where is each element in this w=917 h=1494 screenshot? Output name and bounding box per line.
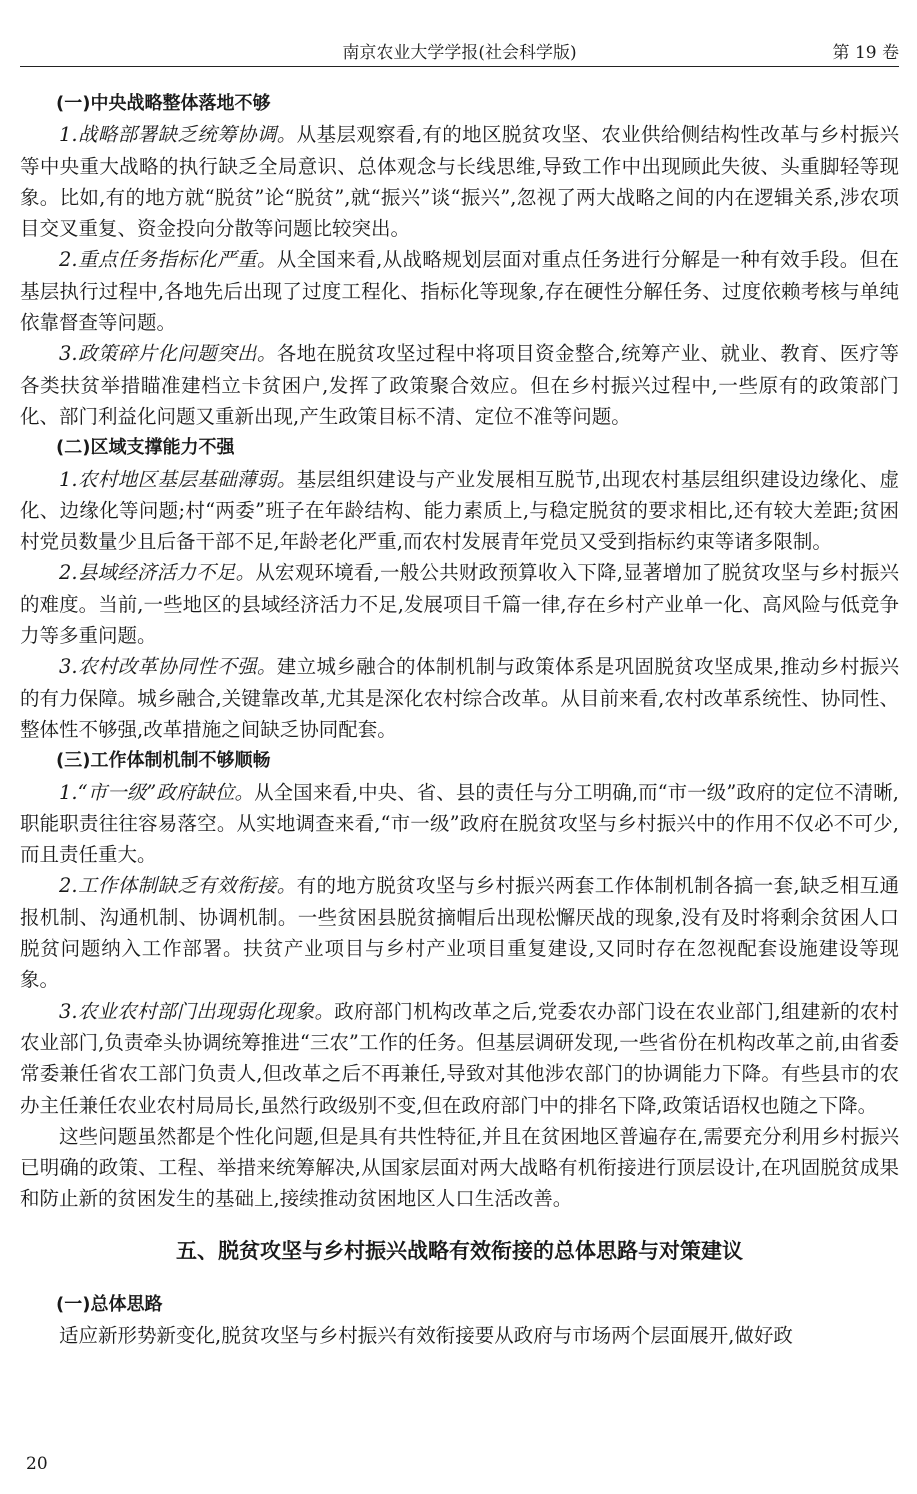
paragraph-text: 这些问题虽然都是个性化问题,但是具有共性特征,并且在贫困地区普遍存在,需要充分利用乡村振兴已明确的政策、工程、举措来统筹解决,从国家层面对两大战略有机衔接进行顶层设计,在巩固脱贫成果和防止新的贫困发生的基础上,接续推动贫困地区人口生活改善。 xyxy=(20,1124,899,1211)
paragraph xyxy=(20,870,899,995)
paragraph xyxy=(20,119,899,244)
journal-title: 南京农业大学学报(社会科学版) xyxy=(342,43,577,63)
paragraph-text: 政府部门机构改革之后,党委农办部门设在农业部门,组建新的农村农业部门,负责牵头协调统筹推进“三农”工作的任务。但基层调研发现,一些省份在机构改革之前,由省委常委兼任省农工部门负责人,但改革之后不再兼任,导致对其他涉农部门的协调能力下降。有些县市的农办主任兼任农业农村局局长,虽然行政级别不变,但在政府部门中的排名下降,政策话语权也随之下降。 xyxy=(20,999,899,1117)
paragraph xyxy=(20,557,899,651)
subsection-heading: (三)工作体制机制不够顺畅 xyxy=(56,750,271,772)
paragraph-lead: 3.农村改革协同性不强。 xyxy=(59,655,277,679)
paragraph-lead: 1.农村地区基层基础薄弱。 xyxy=(59,467,297,491)
paragraph xyxy=(20,996,899,1121)
paragraph-text: 从基层观察看,有的地区脱贫攻坚、农业供给侧结构性改革与乡村振兴等中央重大战略的执行缺乏全局意识、总体观念与长线思维,导致工作中出现顾此失彼、头重脚轻等现象。比如,有的地方就“脱贫”论“脱贫”,就“振兴”谈“振兴”,忽视了两大战略之间的内在逻辑关系,涉农项目交叉重复、资金投向分散等问题比较突出。 xyxy=(20,123,899,241)
paragraph xyxy=(20,1121,899,1215)
running-header xyxy=(20,30,899,67)
volume-label: 第 19 卷 xyxy=(832,43,899,63)
paragraph-text: 基层组织建设与产业发展相互脱节,出现农村基层组织建设边缘化、虚化、边缘化等问题;村“两委”班子在年龄结构、能力素质上,与稳定脱贫的要求相比,还有较大差距;贫困村党员数量少且后备干部不足,年龄老化严重,而农村发展青年党员又受到指标约束等诸多限制。 xyxy=(20,467,899,554)
paragraph xyxy=(20,244,899,338)
paragraph xyxy=(20,777,899,871)
paragraph xyxy=(20,1320,899,1351)
paragraph-lead: 2.工作体制缺乏有效衔接。 xyxy=(59,874,297,898)
paragraph xyxy=(20,464,899,558)
paragraph xyxy=(20,651,899,745)
paragraph-lead: 3.农业农村部门出现弱化现象。 xyxy=(59,999,335,1023)
subsection-heading: (一)中央战略整体落地不够 xyxy=(56,93,271,114)
subsection-heading: (二)区域支撑能力不强 xyxy=(56,437,235,459)
paragraph-text: 适应新形势新变化,脱贫攻坚与乡村振兴有效衔接要从政府与市场两个层面展开,做好政 xyxy=(59,1323,793,1347)
paragraph-lead: 2.重点任务指标化严重。 xyxy=(59,248,277,272)
paragraph-text: 建立城乡融合的体制机制与政策体系是巩固脱贫攻坚成果,推动乡村振兴的有力保障。城乡融合,关键靠改革,尤其是深化农村综合改革。从目前来看,农村改革系统性、协同性、整体性不够强,改革措施之间缺乏协同配套。 xyxy=(20,655,899,741)
paragraph-text: 从全国来看,中央、省、县的责任与分工明确,而“市一级”政府的定位不清晰,职能职责往往容易落空。从实地调查来看,“市一级”政府在脱贫攻坚与乡村振兴中的作用不仅必不可少,而且责任重大。 xyxy=(20,780,899,867)
paragraph-text: 有的地方脱贫攻坚与乡村振兴两套工作体制机制各搞一套,缺乏相互通报机制、沟通机制、协调机制。一些贫困县脱贫摘帽后出现松懈厌战的现象,没有及时将剩余贫困人口脱贫问题纳入工作部署。扶贫产业项目与乡村产业项目重复建设,又同时存在忽视配套设施建设等现象。 xyxy=(20,874,899,992)
paragraph-lead: 1.战略部署缺乏统筹协调。 xyxy=(59,123,297,147)
paragraph xyxy=(20,338,899,432)
paragraph-text: 各地在脱贫攻坚过程中将项目资金整合,统筹产业、就业、教育、医疗等各类扶贫举措瞄准建档立卡贫困户,发挥了政策聚合效应。但在乡村振兴过程中,一些原有的政策部门化、部门利益化问题又重新出现,产生政策目标不清、定位不准等问题。 xyxy=(20,342,899,428)
paragraph-text: 从全国来看,从战略规划层面对重点任务进行分解是一种有效手段。但在基层执行过程中,各地先后出现了过度工程化、指标化等现象,存在硬性分解任务、过度依赖考核与单纯依靠督查等问题。 xyxy=(20,248,899,335)
article-body xyxy=(20,88,899,1351)
paragraph-lead: 1.“市一级”政府缺位。 xyxy=(59,780,255,804)
subsection-heading: (一)总体思路 xyxy=(56,1293,163,1315)
paragraph-lead: 2.县域经济活力不足。 xyxy=(59,561,256,585)
paragraph-lead: 3.政策碎片化问题突出。 xyxy=(59,342,277,366)
section-heading: 五、脱贫攻坚与乡村振兴战略有效衔接的总体思路与对策建议 xyxy=(176,1238,743,1263)
paragraph-text: 从宏观环境看,一般公共财政预算收入下降,显著增加了脱贫攻坚与乡村振兴的难度。当前,一些地区的县域经济活力不足,发展项目千篇一律,存在乡村产业单一化、高风险与低竞争力等多重问题。 xyxy=(20,561,899,648)
page-number: 20 xyxy=(26,1454,48,1474)
